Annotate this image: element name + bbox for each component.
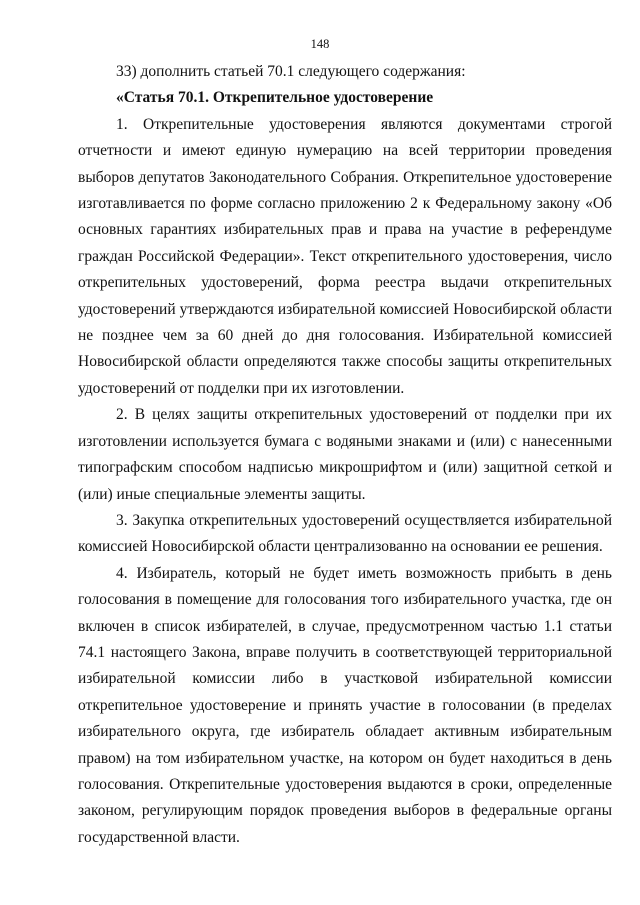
page-number: 148 (310, 37, 330, 51)
document-body (78, 59, 612, 851)
paragraph-2: 2. В целях защиты открепительных удостоверений от подделки при их изготовлении используется бумага с водяными знаками и (или) с нанесенными типографским способом надписью микрошрифтом и (или) защитной сеткой и (или) иные специальные элементы защиты. (78, 406, 612, 503)
paragraph-1: 1. Открепительные удостоверения являются документами строгой отчетности и имеют единую нумерацию на всей территории проведения выборов депутатов Законодательного Собрания. Открепительное удостоверение изготавливается по форме согласно приложению 2 к Федеральному закону «Об основных гарантиях избирательных прав и права на участие в референдуме граждан Российской Федерации». Текст открепительного удостоверения, число открепительных удостоверений, форма реестра выдачи открепительных удостоверений утверждаются избирательной комиссией Новосибирской области не позднее чем за 60 дней до дня голосования. Избирательной комиссией Новосибирской области определяются также способы защиты открепительных удостоверений от подделки при их изготовлении. (78, 115, 612, 397)
article-title: «Статья 70.1. Открепительное удостоверение (116, 89, 434, 107)
paragraph-3: 3. Закупка открепительных удостоверений осуществляется избирательной комиссией Новосибирской области централизованно на основании ее решения. (78, 511, 612, 556)
paragraph-4: 4. Избиратель, который не будет иметь возможность прибыть в день голосования в помещение для голосования того избирательного участка, где он включен в список избирателей, в случае, предусмотренном частью 1.1 статьи 74.1 настоящего Закона, вправе получить в соответствующей территориальной избирательной комиссии либо в участковой избирательной комиссии открепительное удостоверение и принять участие в голосовании (в пределах избирательного округа, где избиратель обладает активным избирательным правом) на том избирательном участке, на котором он будет находиться в день голосования. Открепительные удостоверения выдаются в сроки, определенные законом, регулирующим порядок проведения выборов в федеральные органы государственной власти. (78, 564, 612, 846)
amendment-intro: 33) дополнить статьей 70.1 следующего содержания: (116, 63, 466, 80)
